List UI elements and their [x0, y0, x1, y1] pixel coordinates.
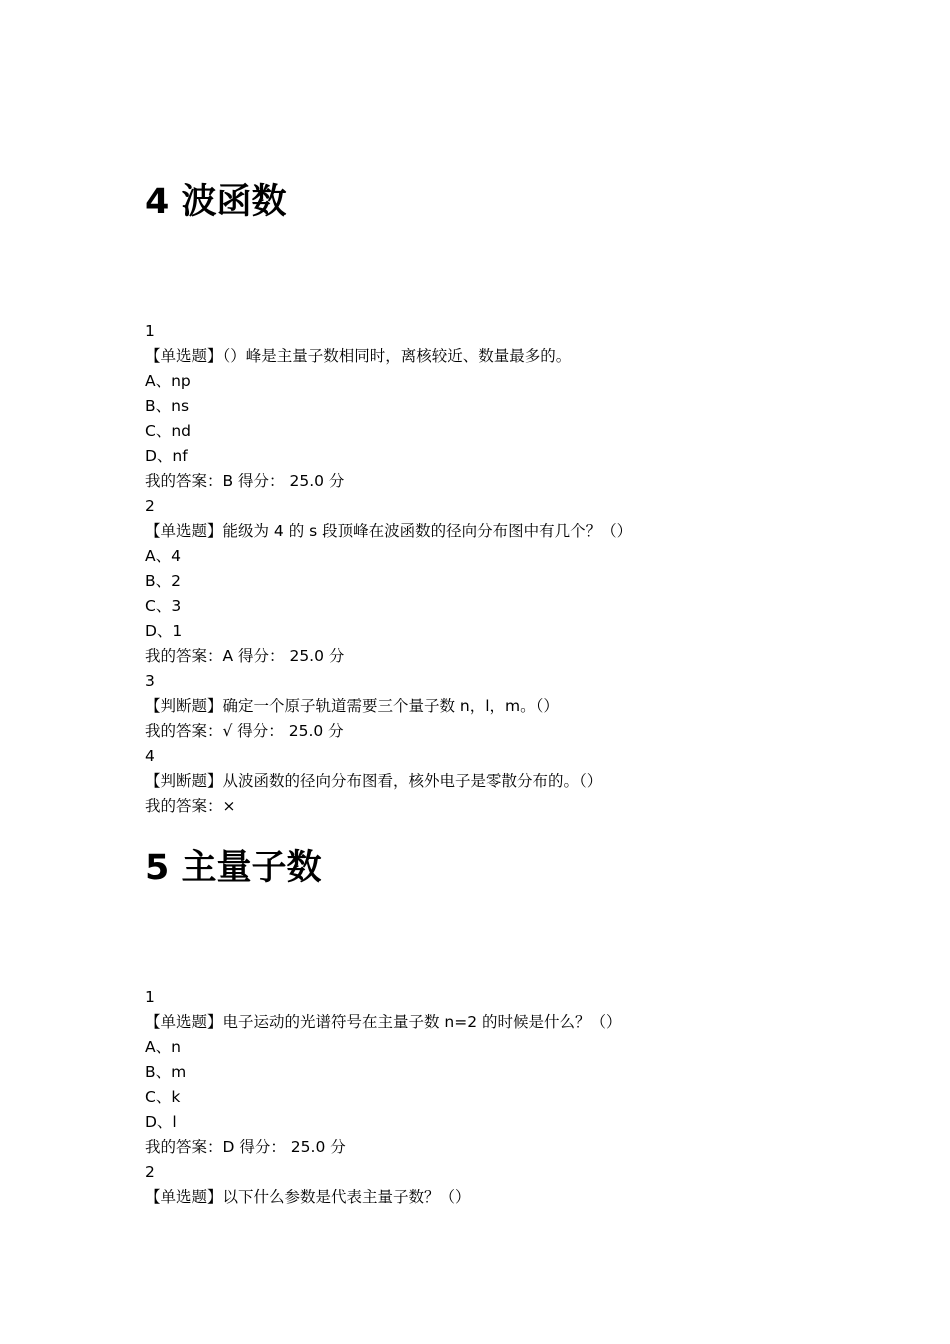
section-title: 5 主量子数 — [145, 848, 322, 888]
question-stem: 【单选题】电子运动的光谱符号在主量子数 n=2 的时候是什么？（） — [145, 1013, 622, 1031]
my-answer: 我的答案：A 得分： 25.0 分 — [145, 647, 345, 665]
my-answer: 我的答案：√ 得分： 25.0 分 — [145, 722, 344, 740]
question-item — [145, 985, 845, 1160]
question-number: 2 — [145, 497, 155, 515]
question-stem: 【单选题】能级为 4 的 s 段顶峰在波函数的径向分布图中有几个？（） — [145, 522, 633, 540]
question-number: 4 — [145, 747, 155, 765]
option-a: A、4 — [145, 547, 181, 565]
question-item — [145, 494, 845, 669]
option-b: B、ns — [145, 397, 190, 415]
question-number: 1 — [145, 322, 155, 340]
option-a: A、np — [145, 372, 191, 390]
my-answer: 我的答案：× — [145, 797, 236, 815]
question-list — [145, 319, 845, 819]
option-a: A、n — [145, 1038, 181, 1056]
option-d: D、nf — [145, 447, 188, 465]
section-wave-function — [145, 180, 845, 819]
question-number: 3 — [145, 672, 155, 690]
option-b: B、2 — [145, 572, 181, 590]
question-item — [145, 319, 845, 494]
section-principal-quantum-number — [145, 846, 845, 1210]
section-title: 4 波函数 — [145, 182, 287, 222]
question-item — [145, 1160, 845, 1210]
my-answer: 我的答案：D 得分： 25.0 分 — [145, 1138, 346, 1156]
question-stem: 【判断题】从波函数的径向分布图看，核外电子是零散分布的。（） — [145, 772, 603, 790]
question-stem: 【单选题】（）峰是主量子数相同时，离核较近、数量最多的。 — [145, 347, 572, 365]
option-c: C、nd — [145, 422, 191, 440]
question-stem: 【判断题】确定一个原子轨道需要三个量子数 n，l，m。（） — [145, 697, 559, 715]
option-c: C、k — [145, 1088, 181, 1106]
question-number: 2 — [145, 1163, 155, 1181]
question-list — [145, 985, 845, 1210]
option-b: B、m — [145, 1063, 187, 1081]
my-answer: 我的答案：B 得分： 25.0 分 — [145, 472, 345, 490]
question-number: 1 — [145, 988, 155, 1006]
question-item — [145, 669, 845, 744]
option-c: C、3 — [145, 597, 182, 615]
question-stem: 【单选题】以下什么参数是代表主量子数？（） — [145, 1188, 471, 1206]
question-item — [145, 744, 845, 819]
option-d: D、l — [145, 1113, 177, 1131]
option-d: D、1 — [145, 622, 183, 640]
